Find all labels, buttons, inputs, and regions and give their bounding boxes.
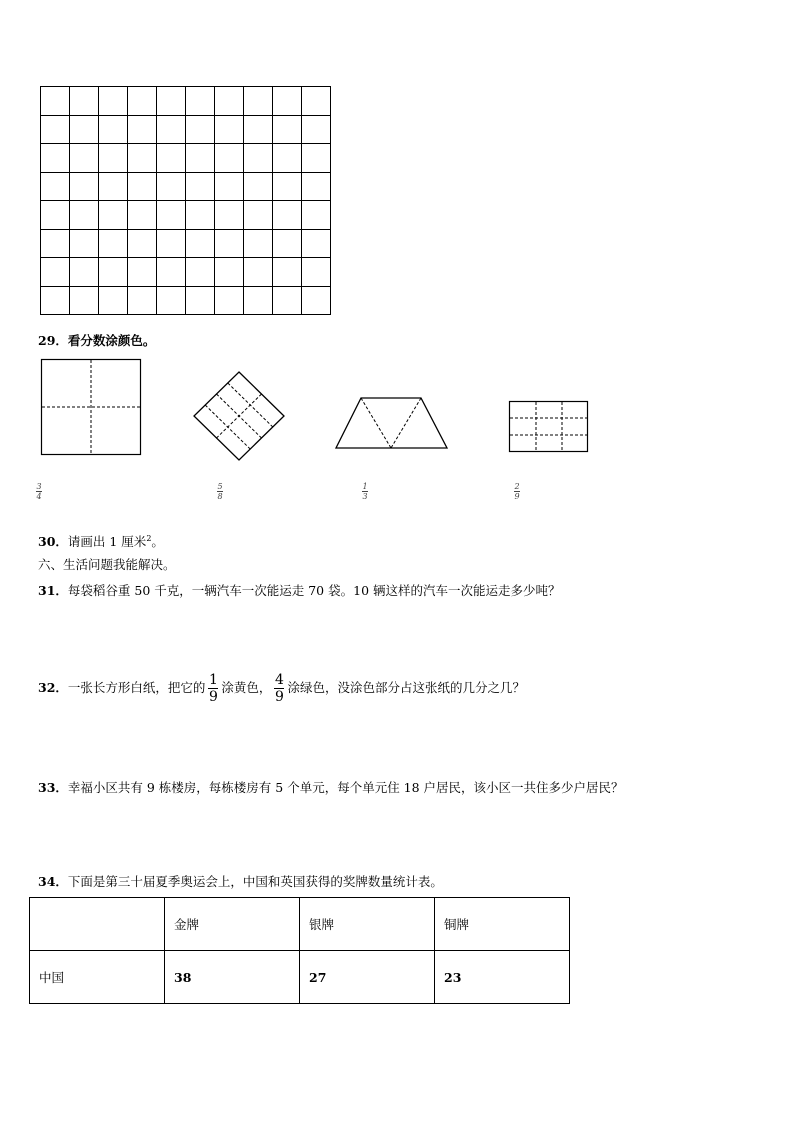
question-number: 29． — [38, 333, 68, 348]
grid-cell — [215, 287, 244, 316]
grid-cell — [157, 173, 186, 202]
grid-cell — [302, 116, 331, 145]
grid-cell — [244, 116, 273, 145]
blank-grid — [40, 86, 331, 315]
question-number: 32． — [38, 680, 68, 695]
table-header-cell — [30, 898, 165, 951]
grid-cell — [128, 201, 157, 230]
fraction-numerator: 1 — [362, 482, 368, 491]
grid-cell — [99, 287, 128, 316]
grid-cell — [273, 201, 302, 230]
grid-cell — [70, 230, 99, 259]
question-number: 31． — [38, 583, 68, 598]
question-text: 请画出 1 厘米 — [67, 534, 147, 550]
fraction-denominator: 3 — [362, 492, 368, 501]
grid-cell — [99, 201, 128, 230]
country-cell: 中国 — [30, 951, 165, 1004]
grid-cell — [273, 87, 302, 116]
grid-cell — [186, 287, 215, 316]
question-31 — [38, 583, 561, 599]
grid-cell — [244, 87, 273, 116]
grid-cell — [128, 230, 157, 259]
question-number: 30． — [38, 534, 68, 550]
grid-cell — [157, 258, 186, 287]
grid-cell — [157, 87, 186, 116]
grid-cell — [99, 87, 128, 116]
grid-cell — [302, 230, 331, 259]
grid-cell — [99, 173, 128, 202]
grid-cell — [273, 230, 302, 259]
grid-cell — [70, 173, 99, 202]
gold-cell: 38 — [165, 951, 300, 1004]
grid-cell — [186, 87, 215, 116]
grid-cell — [128, 87, 157, 116]
fraction-numerator: 3 — [36, 482, 42, 491]
grid-cell — [41, 230, 70, 259]
question-number: 33． — [38, 780, 68, 795]
grid-cell — [302, 87, 331, 116]
fraction-denominator: 8 — [217, 492, 223, 501]
question-33 — [38, 780, 624, 796]
grid-cell — [157, 287, 186, 316]
question-text: 下面是第三十届夏季奥运会上，中国和英国获得的奖牌数量统计表。 — [67, 874, 443, 889]
grid-cell — [70, 258, 99, 287]
question-text: 幸福小区共有 9 栋楼房，每栋楼房有 5 个单元，每个单元住 18 户居民，该小区一共住多少户居民？ — [67, 780, 624, 795]
fraction-numerator: 5 — [217, 482, 223, 491]
trapezoid-figure — [335, 397, 448, 449]
grid-cell — [302, 144, 331, 173]
grid-cell — [128, 173, 157, 202]
grid-cell — [41, 116, 70, 145]
grid-cell — [41, 173, 70, 202]
diamond-figure — [193, 371, 285, 461]
grid-cell — [157, 201, 186, 230]
grid-cell — [215, 173, 244, 202]
question-text-c: 涂绿色，没涂色部分占这张纸的几分之几？ — [287, 680, 525, 695]
grid-cell — [302, 173, 331, 202]
grid-cell — [70, 287, 99, 316]
grid-cell — [186, 230, 215, 259]
section-heading: 六、生活问题我能解决。 — [38, 557, 176, 572]
grid-cell — [215, 258, 244, 287]
grid-cell — [128, 258, 157, 287]
table-header-cell: 银牌 — [300, 898, 435, 951]
medal-table — [29, 897, 570, 1004]
question-text-a: 一张长方形白纸，把它的 — [67, 680, 206, 695]
fraction-numerator: 2 — [514, 482, 520, 491]
grid-cell — [70, 116, 99, 145]
grid-cell — [302, 258, 331, 287]
grid-cell — [41, 144, 70, 173]
grid-cell — [186, 116, 215, 145]
fraction-label-3 — [362, 482, 368, 501]
grid-cell — [186, 144, 215, 173]
fraction-numerator: 4 — [274, 672, 284, 688]
grid-cell — [244, 144, 273, 173]
grid-cell — [186, 173, 215, 202]
bronze-cell: 23 — [435, 951, 570, 1004]
grid-cell — [244, 173, 273, 202]
grid-cell — [186, 258, 215, 287]
grid-cell — [99, 258, 128, 287]
grid-cell — [244, 201, 273, 230]
question-tail: 。 — [151, 534, 164, 550]
grid-cell — [302, 201, 331, 230]
grid-cell — [41, 87, 70, 116]
fraction-denominator: 4 — [36, 492, 42, 501]
superscript: 2 — [146, 534, 152, 543]
grid-cell — [215, 87, 244, 116]
fraction-label-2 — [217, 482, 223, 501]
grid-cell — [273, 258, 302, 287]
grid-cell — [215, 144, 244, 173]
fraction-denominator: 9 — [274, 689, 284, 705]
question-text-b: 涂黄色， — [221, 680, 272, 695]
grid-cell — [70, 144, 99, 173]
fraction-denominator: 9 — [514, 492, 520, 501]
grid-cell — [99, 144, 128, 173]
table-header-row — [30, 898, 570, 951]
grid-cell — [273, 144, 302, 173]
grid-cell — [215, 116, 244, 145]
question-text: 看分数涂颜色。 — [67, 333, 156, 348]
question-text: 每袋稻谷重 50 千克，一辆汽车一次能运走 70 袋。10 辆这样的汽车一次能运走多少吨？ — [67, 583, 561, 598]
question-29 — [38, 333, 155, 349]
rectangle-figure — [509, 401, 589, 453]
fraction-numerator: 1 — [208, 672, 218, 688]
fraction-four-ninths — [274, 672, 284, 705]
fraction-one-ninth — [208, 672, 218, 705]
grid-cell — [99, 116, 128, 145]
grid-cell — [70, 201, 99, 230]
grid-cell — [273, 116, 302, 145]
grid-cell — [244, 230, 273, 259]
grid-cell — [70, 87, 99, 116]
question-34 — [38, 874, 443, 890]
fraction-denominator: 9 — [208, 689, 218, 705]
silver-cell: 27 — [300, 951, 435, 1004]
grid-cell — [41, 258, 70, 287]
grid-cell — [99, 230, 128, 259]
grid-cell — [157, 116, 186, 145]
table-row — [30, 951, 570, 1004]
grid-cell — [244, 287, 273, 316]
grid-cell — [244, 258, 273, 287]
table-header-cell: 金牌 — [165, 898, 300, 951]
grid-cell — [157, 144, 186, 173]
grid-cell — [41, 287, 70, 316]
grid-cell — [128, 116, 157, 145]
grid-cell — [128, 144, 157, 173]
grid-cell — [157, 230, 186, 259]
question-number: 34． — [38, 874, 68, 889]
question-30 — [38, 531, 164, 550]
grid-cell — [215, 201, 244, 230]
grid-cell — [41, 201, 70, 230]
grid-cell — [273, 287, 302, 316]
grid-cell — [215, 230, 244, 259]
fraction-label-1 — [36, 482, 42, 501]
square-figure — [41, 359, 142, 456]
grid-cell — [302, 287, 331, 316]
table-header-cell: 铜牌 — [435, 898, 570, 951]
grid-cell — [273, 173, 302, 202]
grid-cell — [128, 287, 157, 316]
question-32 — [38, 671, 525, 705]
grid-cell — [186, 201, 215, 230]
fraction-label-4 — [514, 482, 520, 501]
